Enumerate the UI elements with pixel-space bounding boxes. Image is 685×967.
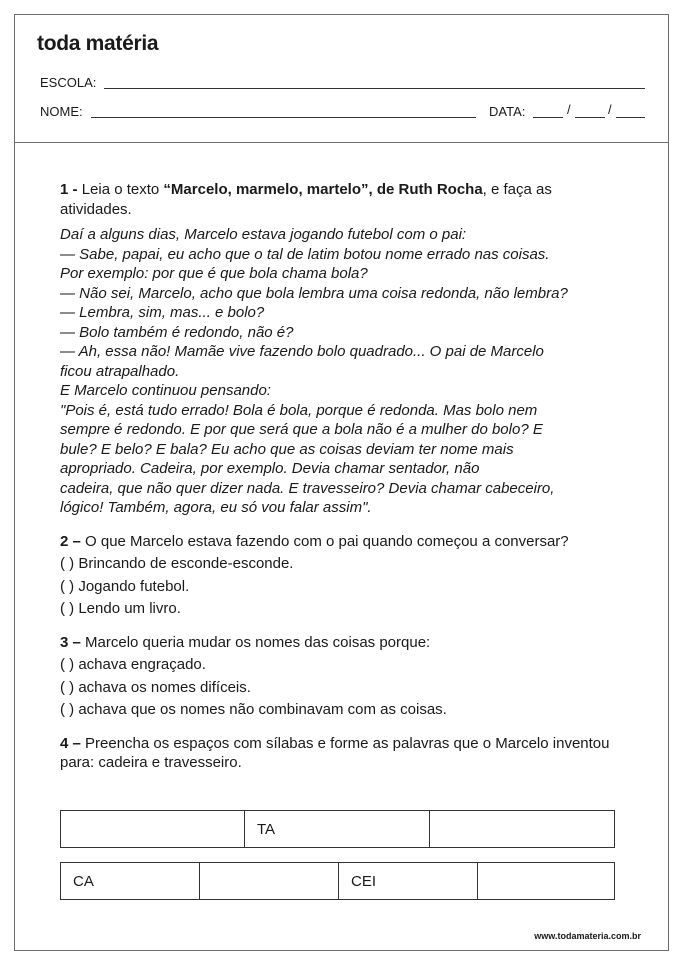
question-text: Preencha os espaços com sílabas e forme as palavras que o Marcelo inventou para: cadeira e travesseiro. <box>60 734 610 771</box>
answer-option[interactable]: ( ) achava que os nomes não combinavam com as coisas. <box>60 701 447 718</box>
syllable-cell[interactable] <box>61 811 245 847</box>
syllable-grid-cadeira <box>60 862 615 900</box>
question-3 <box>60 633 625 653</box>
passage-line: — Bolo também é redondo, não é? <box>60 323 294 341</box>
name-label: NOME: <box>40 104 83 119</box>
question-1 <box>60 180 625 219</box>
date-separator: / <box>567 102 571 117</box>
worksheet-content <box>60 180 625 773</box>
header-divider <box>14 142 669 143</box>
question-text: Marcelo queria mudar os nomes das coisas porque: <box>85 633 431 651</box>
passage-line: — Lembra, sim, mas... e bolo? <box>60 304 265 321</box>
question-number: 3 – <box>60 633 86 651</box>
syllable-cell[interactable] <box>478 863 614 899</box>
date-year-field[interactable] <box>616 117 645 118</box>
passage-line: apropriado. Cadeira, por exemplo. Devia chamar sentador, não <box>60 460 480 477</box>
question-2 <box>60 532 625 552</box>
question-text: Leia o texto <box>81 181 164 198</box>
answer-option[interactable]: ( ) Brincando de esconde-esconde. <box>60 555 294 572</box>
answer-option[interactable]: ( ) Jogando futebol. <box>60 577 190 595</box>
passage-line: Daí a alguns dias, Marcelo estava jogando futebol com o pai: <box>60 226 467 243</box>
syllable-cell[interactable] <box>430 811 614 847</box>
brand-logo: toda matéria <box>37 32 159 55</box>
passage-line: bule? E belo? E bala? Eu acho que as coisas deviam ter nome mais <box>60 440 514 458</box>
question-number: 4 – <box>60 734 86 752</box>
name-field[interactable] <box>91 117 476 118</box>
school-field[interactable] <box>104 88 645 89</box>
date-separator: / <box>608 102 612 117</box>
question-number: 1 - <box>60 181 82 198</box>
question-text: , e faça as atividades. <box>60 181 552 218</box>
answer-option[interactable]: ( ) Lendo um livro. <box>60 600 181 617</box>
question-number: 2 – <box>60 532 86 550</box>
passage-line: — Ah, essa não! Mamãe vive fazendo bolo quadrado... O pai de Marcelo <box>60 343 544 360</box>
answer-option[interactable]: ( ) achava engraçado. <box>60 656 206 673</box>
passage-line: ficou atrapalhado. <box>60 362 180 380</box>
syllable-grid-travesseiro <box>60 810 615 848</box>
syllable-cell[interactable]: TA <box>245 811 430 847</box>
date-month-field[interactable] <box>575 117 605 118</box>
passage-line: sempre é redondo. E por que será que a bola não é a mulher do bolo? E <box>60 421 543 438</box>
passage-line: lógico! Também, agora, eu só vou falar assim". <box>60 499 372 516</box>
text-title: “Marcelo, marmelo, martelo”, de Ruth Rocha <box>163 181 483 198</box>
syllable-cell[interactable]: CA <box>61 863 200 899</box>
passage-line: E Marcelo continuou pensando: <box>60 382 271 399</box>
date-day-field[interactable] <box>533 117 563 118</box>
footer-url: www.todamateria.com.br <box>534 931 641 941</box>
passage-line: "Pois é, está tudo errado! Bola é bola, porque é redonda. Mas bolo nem <box>60 401 538 419</box>
passage-line: Por exemplo: por que é que bola chama bola? <box>60 265 368 282</box>
school-label: ESCOLA: <box>40 75 97 90</box>
question-4 <box>60 734 625 773</box>
syllable-cell[interactable]: CEI <box>339 863 478 899</box>
syllable-cell[interactable] <box>200 863 339 899</box>
passage-line: — Não sei, Marcelo, acho que bola lembra uma coisa redonda, não lembra? <box>60 284 568 302</box>
passage-line: — Sabe, papai, eu acho que o tal de latim botou nome errado nas coisas. <box>60 245 550 263</box>
date-label: DATA: <box>489 104 526 119</box>
answer-option[interactable]: ( ) achava os nomes difíceis. <box>60 678 251 696</box>
reading-passage <box>60 225 625 518</box>
question-text: O que Marcelo estava fazendo com o pai quando começou a conversar? <box>85 532 569 550</box>
passage-line: cadeira, que não quer dizer nada. E travesseiro? Devia chamar cabeceiro, <box>60 479 555 497</box>
